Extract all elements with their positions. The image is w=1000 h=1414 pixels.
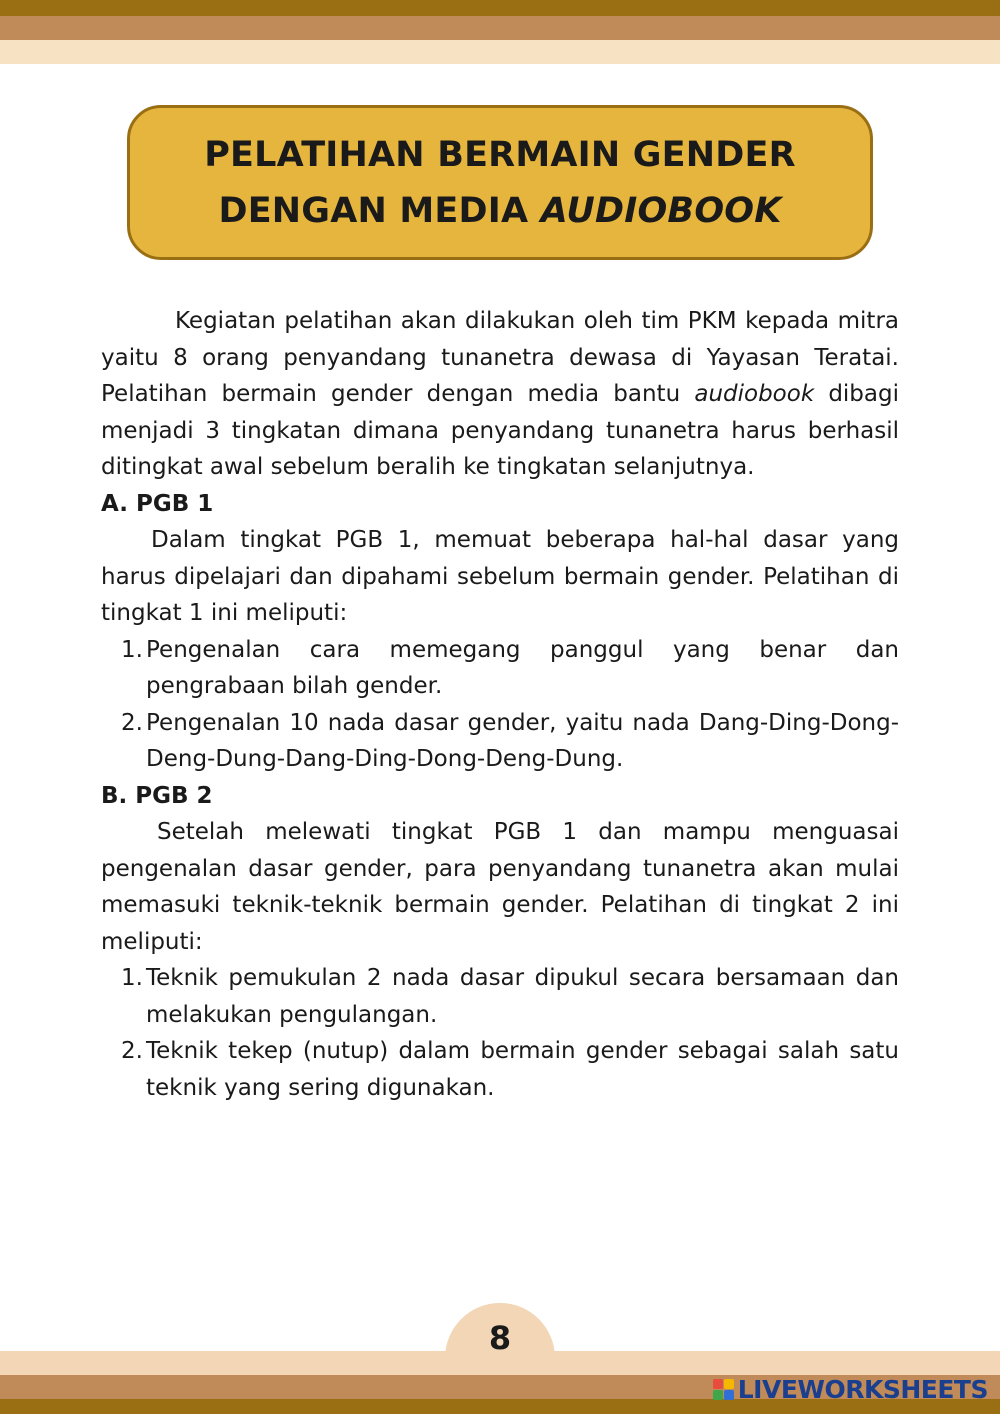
title-line-1: PELATIHAN BERMAIN GENDER — [204, 134, 796, 175]
section-a-heading: A. PGB 1 — [101, 490, 214, 517]
top-stripe-cream — [0, 40, 1000, 64]
list-item-text: Teknik pemukulan 2 nada dasar dipukul secara bersamaan dan melakukan pengulangan. — [146, 965, 899, 1028]
list-item-text: Pengenalan 10 nada dasar gender, yaitu nada Dang-Ding-Dong-Deng-Dung-Dang-Ding-Dong-Deng-Dung. — [146, 709, 899, 772]
list-item — [101, 632, 899, 705]
section-a-paragraph: Dalam tingkat PGB 1, memuat beberapa hal-hal dasar yang harus dipelajari dan dipahami sebelum bermain gender. Pelatihan di tingkat 1 ini meliputi: — [101, 527, 899, 626]
logo-square-icon — [713, 1379, 723, 1389]
list-item-number: 1. — [121, 965, 143, 991]
intro-paragraph — [101, 303, 899, 486]
title-line-2 — [218, 183, 781, 239]
section-b-heading: B. PGB 2 — [101, 782, 213, 809]
logo-square-icon — [724, 1390, 734, 1400]
liveworksheets-logo-icon — [713, 1379, 734, 1400]
title-box — [127, 105, 873, 260]
title-line-2-italic: AUDIOBOOK — [540, 190, 782, 231]
list-item-number: 2. — [121, 709, 143, 736]
list-item-number: 1. — [121, 636, 143, 663]
list-item — [101, 705, 899, 778]
watermark-text: LIVEWORKSHEETS — [737, 1374, 988, 1404]
intro-text-1: Kegiatan pelatihan akan dilakukan oleh tim PKM kepada mitra yaitu 8 orang penyandang tunanetra dewasa di Yayasan Teratai. Pelatihan bermain gender dengan media bantu — [101, 308, 899, 407]
list-item-number: 2. — [121, 1038, 143, 1064]
list-item — [101, 1033, 899, 1106]
list-item — [101, 960, 899, 1033]
section-b-paragraph: Setelah melewati tingkat PGB 1 dan mampu menguasai pengenalan dasar gender, para penyandang tunanetra akan mulai memasuki teknik-teknik bermain gender. Pelatihan di tingkat 2 ini meliputi: — [101, 819, 899, 955]
intro-text-2: dibagi menjadi 3 tingkatan dimana penyandang tunanetra harus berhasil ditingkat awal sebelum beralih ke tingkatan selanjutnya. — [101, 381, 899, 480]
section-a-list — [101, 632, 899, 778]
top-stripe-dark — [0, 0, 1000, 16]
page-number: 8 — [488, 1319, 512, 1357]
list-item-text: Pengenalan cara memegang panggul yang benar dan pengrabaan bilah gender. — [146, 636, 899, 699]
page-number-tab — [445, 1303, 555, 1375]
list-item-text: Teknik tekep (nutup) dalam bermain gender sebagai salah satu teknik yang sering digunakan. — [146, 1038, 899, 1101]
page-content — [101, 303, 899, 1106]
liveworksheets-watermark[interactable] — [713, 1374, 988, 1404]
intro-italic: audiobook — [694, 381, 815, 407]
top-stripe-tan — [0, 16, 1000, 40]
logo-square-icon — [713, 1390, 723, 1400]
section-b-list — [101, 960, 899, 1106]
logo-square-icon — [724, 1379, 734, 1389]
title-line-2-plain: DENGAN MEDIA — [218, 190, 541, 231]
